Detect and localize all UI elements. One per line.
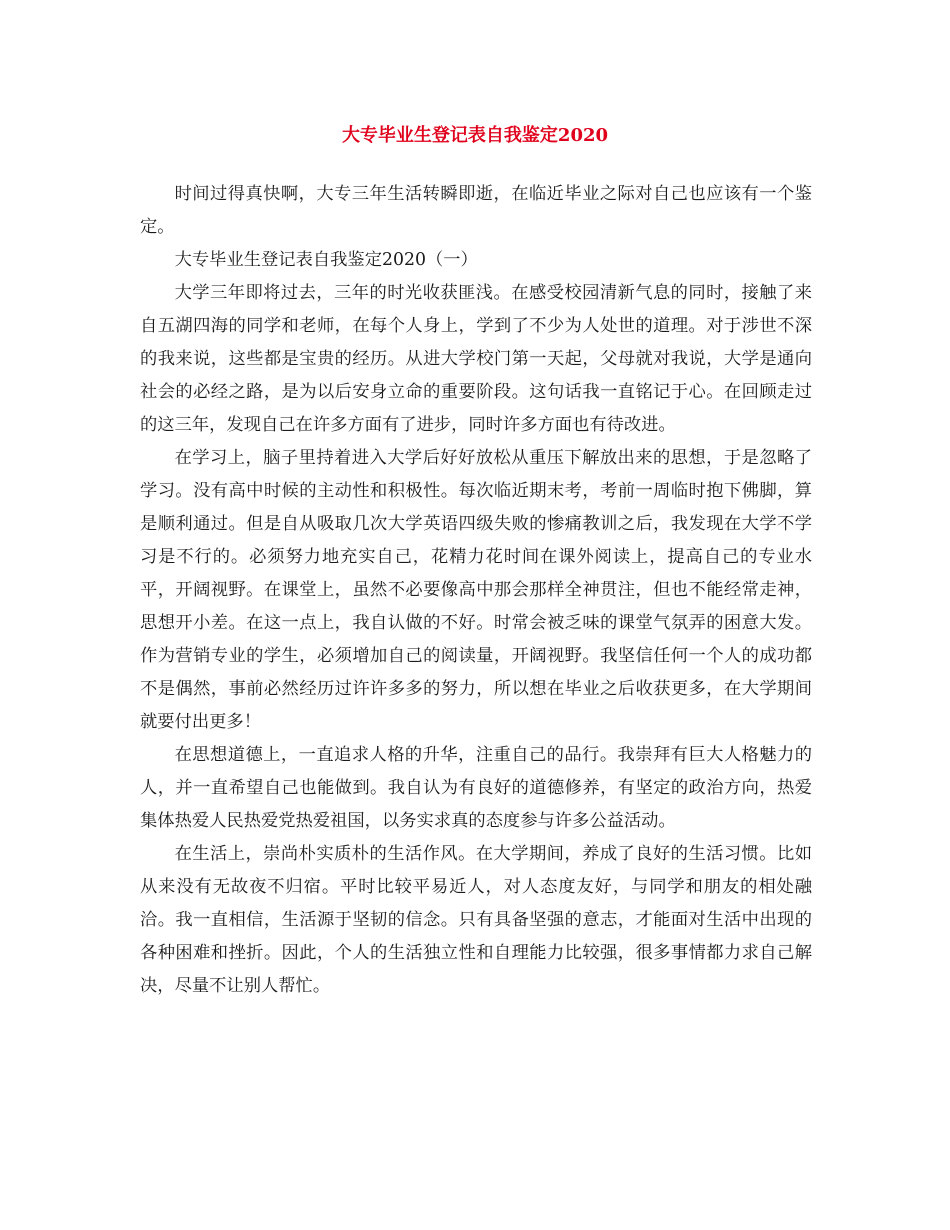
document-title: 大专毕业生登记表自我鉴定2020 (341, 125, 609, 146)
paragraph-overview: 大学三年即将过去，三年的时光收获匪浅。在感受校园清新气息的同时，接触了来自五湖四海的同学和老师，在每个人身上，学到了不少为人处世的道理。对于涉世不深的我来说，这些都是宝贵的经历。从进大学校门第一天起，父母就对我说，大学是通向社会的必经之路，是为以后安身立命的重要阶段。这句话我一直铭记于心。在回顾走过的这三年，发现自己在许多方面有了进步，同时许多方面也有待改进。 (140, 283, 812, 435)
paragraph-intro: 时间过得真快啊，大专三年生活转瞬即逝，在临近毕业之际对自己也应该有一个鉴定。 (140, 184, 812, 237)
section-heading: 大专毕业生登记表自我鉴定2020（一） (174, 250, 478, 270)
document-body (140, 178, 812, 1003)
paragraph-life: 在生活上，崇尚朴实质朴的生活作风。在大学期间，养成了良好的生活习惯。比如从来没有无故夜不归宿。平时比较平易近人，对人态度友好，与同学和朋友的相处融洽。我一直相信，生活源于坚韧的信念。只有具备坚强的意志，才能面对生活中出现的各种困难和挫折。因此，个人的生活独立性和自理能力比较强，很多事情都力求自己解决，尽量不让别人帮忙。 (140, 844, 812, 996)
paragraph-morality: 在思想道德上，一直追求人格的升华，注重自己的品行。我崇拜有巨大人格魅力的人，并一直希望自己也能做到。我自认为有良好的道德修养，有坚定的政治方向，热爱集体热爱人民热爱党热爱祖国，以务实求真的态度参与许多公益活动。 (140, 745, 812, 831)
paragraph-study: 在学习上，脑子里持着进入大学后好好放松从重压下解放出来的思想，于是忽略了学习。没有高中时候的主动性和积极性。每次临近期末考，考前一周临时抱下佛脚，算是顺利通过。但是自从吸取几次大学英语四级失败的惨痛教训之后，我发现在大学不学习是不行的。必须努力地充实自己，花精力花时间在课外阅读上，提高自己的专业水平，开阔视野。在课堂上，虽然不必要像高中那会那样全神贯注，但也不能经常走神，思想开小差。在这一点上，我自认做的不好。时常会被乏味的课堂气氛弄的困意大发。作为营销专业的学生，必须增加自己的阅读量，开阔视野。我坚信任何一个人的成功都不是偶然，事前必然经历过许许多多的努力，所以想在毕业之后收获更多，在大学期间就要付出更多！ (140, 448, 812, 732)
